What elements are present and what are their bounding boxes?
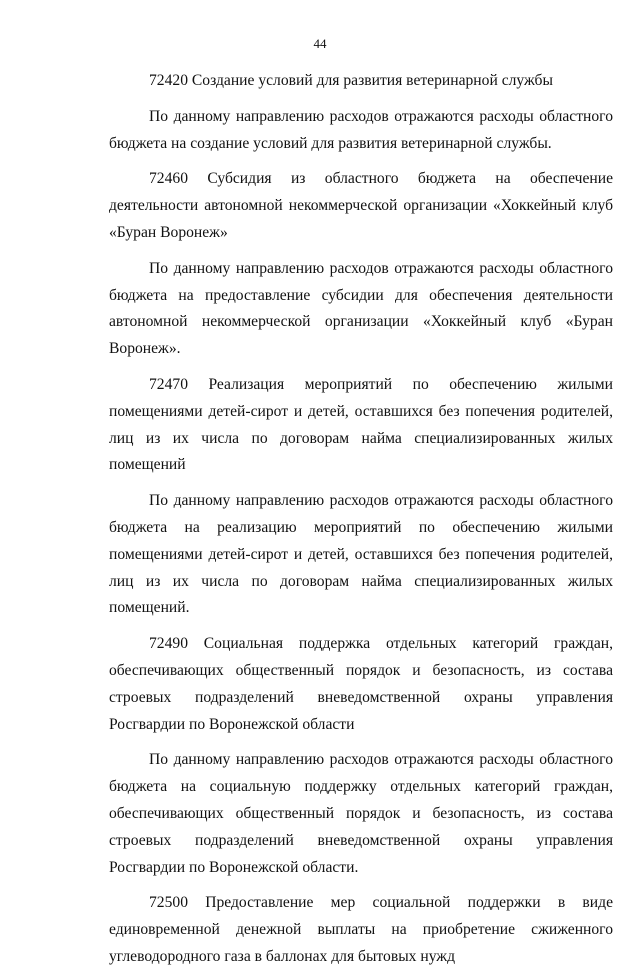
- section-heading-72460: 72460 Субсидия из областного бюджета на обеспечение деятельности автономной некоммерческой организации «Хоккейный клуб «Буран Воронеж»: [109, 170, 613, 241]
- section-heading-72470: 72470 Реализация мероприятий по обеспечению жилыми помещениями детей-сирот и детей, оставшихся без попечения родителей, лиц из их числа по договорам найма специализированных жилых помещений: [109, 375, 613, 474]
- section-description-72420: По данному направлению расходов отражаются расходы областного бюджета на создание условий для развития ветеринарной службы.: [109, 107, 613, 152]
- section-heading-72420: 72420 Создание условий для развития ветеринарной службы: [149, 72, 553, 89]
- section-heading-72490: 72490 Социальная поддержка отдельных категорий граждан, обеспечивающих общественный порядок и безопасность, из состава строевых подразделений вневедомственной охраны управления Росгвардии по Воронежской области: [109, 635, 613, 733]
- page-number: 44: [313, 36, 327, 51]
- section-description-72470: По данному направлению расходов отражаются расходы областного бюджета на реализацию мероприятий по обеспечению жилыми помещениями детей-сирот и детей, оставшихся без попечения родителей, лиц из их числа по договорам найма специализированных жилых помещений.: [109, 492, 613, 617]
- document-body: [109, 68, 613, 980]
- section-heading-72500: 72500 Предоставление мер социальной поддержки в виде единовременной денежной выплаты на приобретение сжиженного углеводородного газа в баллонах для бытовых нужд: [109, 894, 613, 965]
- section-description-72490: По данному направлению расходов отражаются расходы областного бюджета на социальную поддержку отдельных категорий граждан, обеспечивающих общественный порядок и безопасность, из состава строевых подразделений вневедомственной охраны управления Росгвардии по Воронежской области.: [109, 751, 613, 876]
- section-description-72460: По данному направлению расходов отражаются расходы областного бюджета на предоставление субсидии для обеспечения деятельности автономной некоммерческой организации «Хоккейный клуб «Буран Воронеж».: [109, 259, 613, 358]
